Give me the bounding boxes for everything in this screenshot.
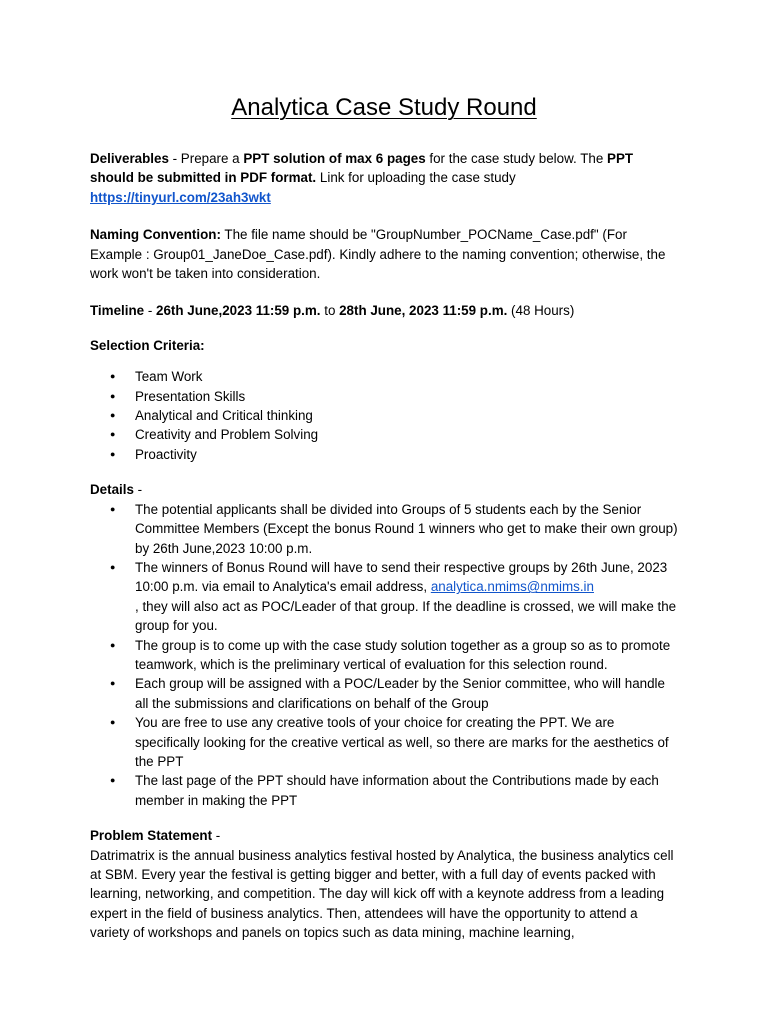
details-item-text: The winners of Bonus Round will have to send their respective groups by 26th June, 2023 10:00 p.m. via email to Analytica's email address,	[135, 559, 668, 595]
list-item	[90, 558, 678, 636]
details-item-text-cont: , they will also act as POC/Leader of that group. If the deadline is crossed, we will make the group for you.	[135, 598, 677, 634]
naming-convention-paragraph	[90, 225, 678, 283]
page-title: Analytica Case Study Round	[231, 94, 537, 121]
list-item: ● The group is to come up with the case study solution together as a group so as to promote teamwork, which is the preliminary vertical of evaluation for this selection round.	[90, 636, 678, 675]
timeline-label: Timeline	[90, 303, 145, 319]
timeline-sep: -	[144, 303, 156, 319]
details-label: Details	[90, 482, 134, 498]
details-suffix: -	[133, 482, 143, 498]
selection-criteria-heading	[90, 336, 678, 355]
list-item: ● You are free to use any creative tools of your choice for creating the PPT. We are specifically looking for the creative vertical as well, so there are marks for the aesthetics of the PPT	[90, 713, 678, 771]
selection-criteria-label: Selection Criteria:	[90, 337, 205, 353]
deliverables-text-1: - Prepare a	[168, 151, 244, 166]
deliverables-ppt-pages: PPT solution of max 6 pages	[243, 151, 426, 166]
list-item: ● Each group will be assigned with a POC/Leader by the Senior committee, who will handle all the submissions and clarifications on behalf of the Group	[90, 674, 678, 713]
details-heading	[90, 480, 678, 499]
timeline-to: to	[320, 303, 340, 319]
upload-link[interactable]: https://tinyurl.com/23ah3wkt	[90, 189, 271, 205]
list-item: ● Analytical and Critical thinking	[90, 406, 678, 425]
deliverables-paragraph	[90, 149, 678, 207]
deliverables-label: Deliverables	[90, 151, 169, 166]
problem-statement-heading	[90, 826, 678, 845]
timeline-end: 28th June, 2023 11:59 p.m.	[339, 303, 508, 319]
list-item: ● The potential applicants shall be divided into Groups of 5 students each by the Senior Committee Members (Except the bonus Round 1 winners who get to make their own group) by 26th June,2023 10:00 p.m.	[90, 500, 678, 558]
naming-convention-label: Naming Convention:	[90, 227, 221, 243]
list-item: ● Proactivity	[90, 445, 678, 464]
naming-convention-text: The file name should be "GroupNumber_POCName_Case.pdf" (For Example : Group01_JaneDoe_Case.pdf). Kindly adhere to the naming convention; otherwise, the work won't be taken into consideration.	[90, 227, 666, 282]
deliverables-pdf-format: PPT should be submitted in PDF format.	[90, 151, 634, 186]
list-item: ● The last page of the PPT should have information about the Contributions made by each member in making the PPT	[90, 771, 678, 810]
list-item: ● Creativity and Problem Solving	[90, 425, 678, 444]
problem-statement-label: Problem Statement	[90, 828, 213, 844]
selection-criteria-list	[90, 367, 678, 464]
deliverables-text-3: Link for uploading the case study	[316, 170, 516, 186]
list-item: ● Presentation Skills	[90, 387, 678, 406]
analytica-email-link[interactable]: analytica.nmims@nmims.in	[430, 579, 594, 595]
problem-statement-suffix: -	[212, 828, 221, 844]
timeline-duration: (48 Hours)	[507, 303, 575, 319]
problem-statement-text: Datrimatrix is the annual business analytics festival hosted by Analytica, the business analytics cell at SBM. Every year the festival is getting bigger and better, with a full day of events packed with learning, networking, and competition. The day will kick off with a keynote address from a leading expert in the field of business analytics. Then, attendees will have the opportunity to attend a variety of workshops and panels on topics such as data mining, machine learning,	[90, 847, 674, 941]
timeline-start: 26th June,2023 11:59 p.m.	[156, 303, 321, 319]
details-list	[90, 500, 678, 811]
timeline-paragraph	[90, 301, 678, 320]
deliverables-text-2: for the case study below. The	[425, 151, 608, 166]
list-item: ● Team Work	[90, 367, 678, 386]
